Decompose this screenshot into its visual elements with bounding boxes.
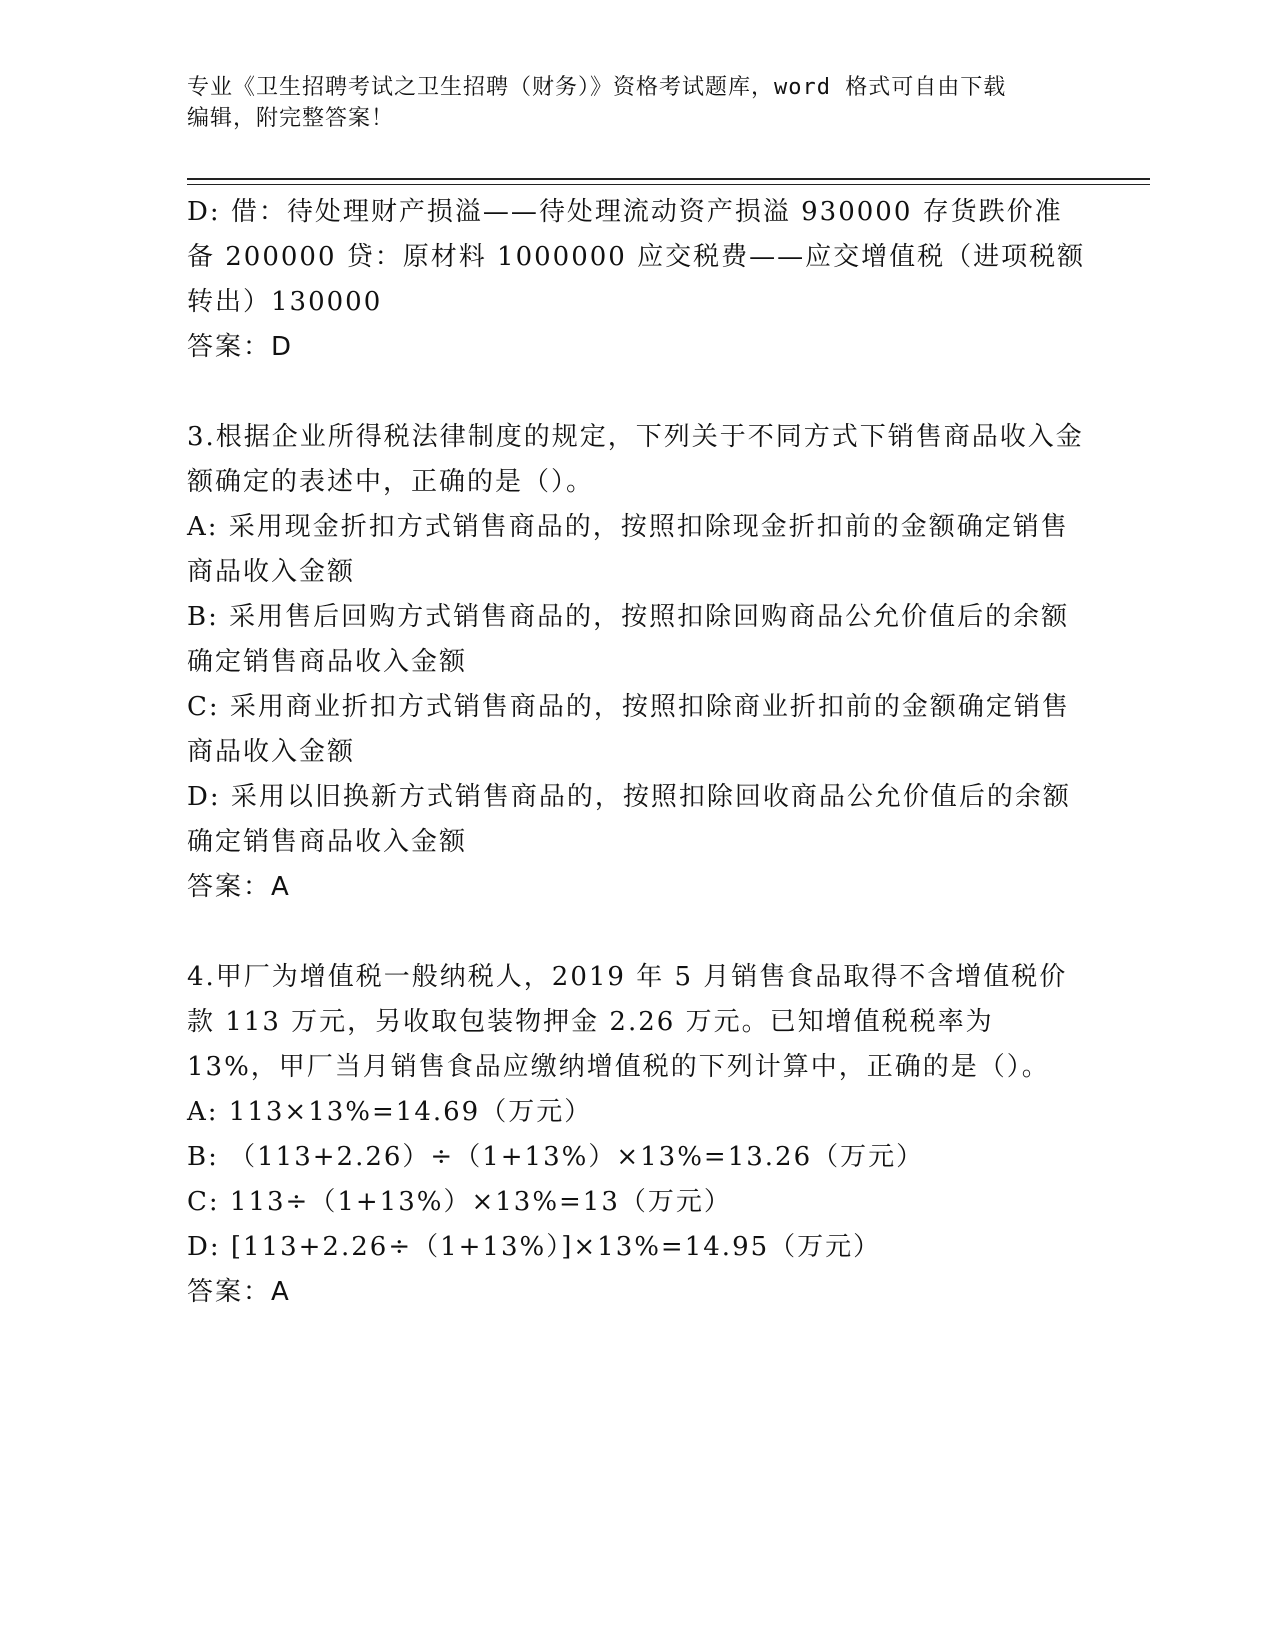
q4-option-b: B: （113+2.26）÷（1+13%）×13%=13.26（万元） <box>187 1142 925 1172</box>
document-header <box>187 72 1087 134</box>
header-line-1: 专业《卫生招聘考试之卫生招聘（财务）》资格考试题库，word 格式可自由下载 <box>187 75 1007 100</box>
q3-stem: 3.根据企业所得税法律制度的规定，下列关于不同方式下销售商品收入金额确定的表述中，正确的是（）。 <box>187 422 1084 497</box>
q4-stem: 4.甲厂为增值税一般纳税人，2019 年 5 月销售食品取得不含增值税价款 113 万元，另收取包装物押金 2.26 万元。已知增值税税率为 13%，甲厂当月销售食品应缴纳增值税的下列计算中，正确的是（）。 <box>187 962 1068 1082</box>
spacer <box>187 370 1087 415</box>
q4-option-c: C: 113÷（1+13%）×13%=13（万元） <box>187 1187 732 1217</box>
spacer <box>187 910 1087 955</box>
q2-answer: 答案：D <box>187 332 294 362</box>
q3-answer: 答案：A <box>187 872 291 902</box>
question-2-continued <box>187 190 1087 370</box>
q2-option-d: D: 借：待处理财产损溢——待处理流动资产损溢 930000 存货跌价准备 200000 贷：原材料 1000000 应交税费——应交增值税（进项税额转出）130000 <box>187 197 1086 317</box>
q4-answer: 答案：A <box>187 1277 291 1307</box>
header-divider-thick <box>187 178 1150 180</box>
question-content <box>187 190 1087 1315</box>
q4-option-a: A: 113×13%=14.69（万元） <box>187 1097 593 1127</box>
header-divider-thin <box>187 184 1150 185</box>
q3-option-d: D: 采用以旧换新方式销售商品的，按照扣除回收商品公允价值后的余额确定销售商品收入金额 <box>187 782 1071 857</box>
q3-option-c: C: 采用商业折扣方式销售商品的，按照扣除商业折扣前的金额确定销售商品收入金额 <box>187 692 1070 767</box>
question-4 <box>187 955 1087 1315</box>
question-3 <box>187 415 1087 910</box>
q4-option-d: D: [113+2.26÷（1+13%）]×13%=14.95（万元） <box>187 1232 882 1262</box>
q3-option-a: A: 采用现金折扣方式销售商品的，按照扣除现金折扣前的金额确定销售商品收入金额 <box>187 512 1069 587</box>
q3-option-b: B: 采用售后回购方式销售商品的，按照扣除回购商品公允价值后的余额确定销售商品收入金额 <box>187 602 1070 677</box>
header-line-2: 编辑，附完整答案！ <box>187 106 395 131</box>
